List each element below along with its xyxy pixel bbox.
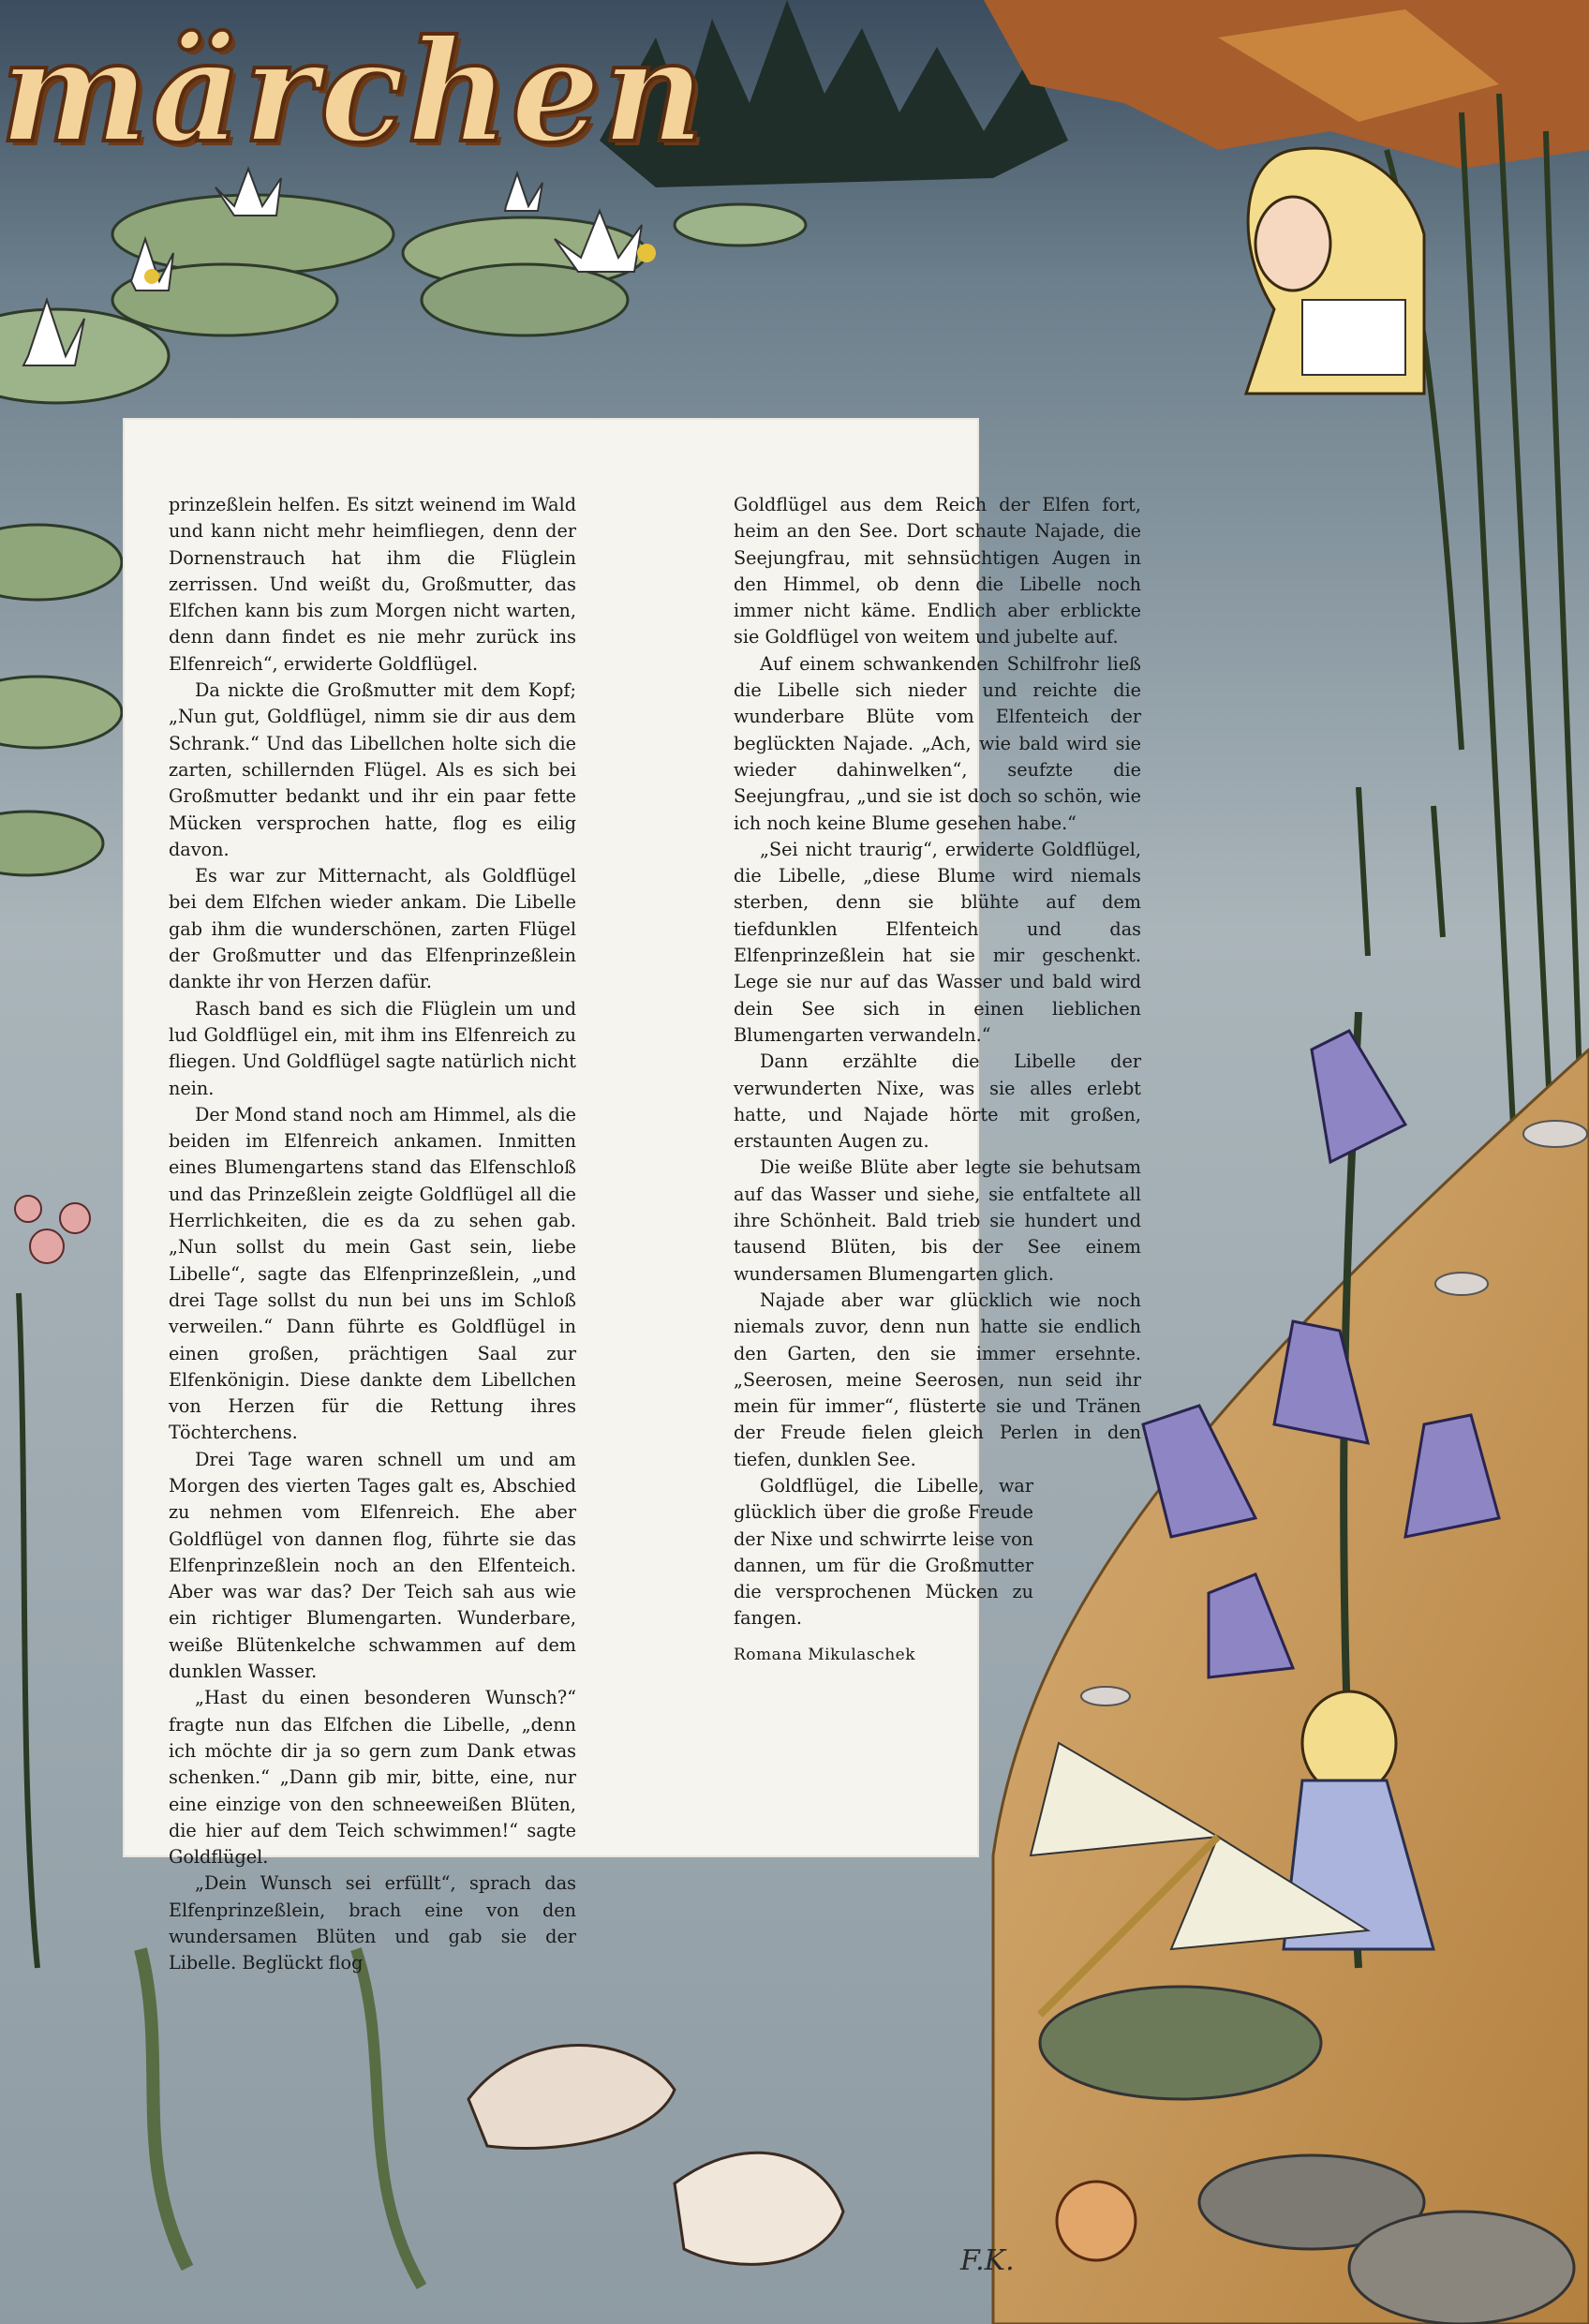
story-paragraph: Rasch band es sich die Flüglein um und lud Goldflügel ein, mit ihm ins Elfenreich zu fliegen. Und Goldflügel sagte natürlich nicht nein. bbox=[169, 997, 576, 1099]
story-column-right bbox=[734, 492, 1141, 1668]
illustrator-signature: F.K. bbox=[960, 2244, 1015, 2277]
story-paragraph: Auf einem schwankenden Schilfrohr ließ die Libelle sich nieder und reichte die wunderbare Blüte vom Elfenteich der beglückten Najade. „Ach, wie bald wird sie wieder dahinwelken“, seufzte die Seejungfrau, „und sie ist doch so schön, wie ich noch keine Blume gesehen habe.“ bbox=[734, 652, 1141, 834]
author-credit: Romana Mikulaschek bbox=[734, 1645, 915, 1664]
naiad-in-reeds bbox=[1246, 148, 1424, 394]
story-paragraph: „Hast du einen besonderen Wunsch?“ fragte nun das Elfchen die Libelle, „denn ich möchte dir ja so gern zum Dank etwas schenken.“ „Dann gib mir, bitte, eine, nur eine einzige von den schneeweißen Blüten, die hier auf dem Teich schwimmen!“ sagte Goldflügel. bbox=[169, 1687, 576, 1869]
story-paragraph: Die weiße Blüte aber legte sie behutsam auf das Wasser und siehe, sie entfaltete all ihre Schönheit. Bald trieb sie hundert und tausend Blüten, bis der See einem wundersamen Blumengarten glich. bbox=[734, 1156, 1141, 1285]
story-paragraph: Goldflügel, die Libelle, war glücklich über die große Freude der Nixe und schwirrte leise von dannen, um für die Großmutter die versprochenen Mücken zu fangen. bbox=[734, 1474, 1033, 1630]
story-paragraph: prinzeßlein helfen. Es sitzt weinend im Wald und kann nicht mehr heimfliegen, denn der Dornenstrauch hat ihm die Flüglein zerrissen. Und weißt du, Großmutter, das Elfchen kann bis zum Morgen nicht warten, denn dann findet es nie mehr zurück ins Elfenreich“, erwiderte Goldflügel. bbox=[169, 494, 576, 675]
story-column-left bbox=[169, 492, 576, 1977]
story-paragraph: Der Mond stand noch am Himmel, als die beiden im Elfenreich ankamen. Inmitten eines Blumengartens stand das Elfenschloß und das Prinzeßlein zeigte Goldflügel all die Herrlichkeiten, die es da zu sehen gab. „Nun sollst du mein Gast sein, liebe Libelle“, sagte das Elfenprinzeßlein, „und drei Tage sollst du nun bei uns im Schloß verweilen.“ Dann führte es Goldflügel in einen großen, prächtigen Saal zur Elfenkönigin. Diese dankte dem Libellchen von Herzen für die Rettung ihres Töchterchens. bbox=[169, 1103, 576, 1444]
story-paragraph: Najade aber war glücklich wie noch niemals zuvor, denn nun hatte sie endlich den Garten, den sie immer ersehnte. „Seerosen, meine Seerosen, nun seid ihr mein für immer“, flüsterte sie und Tränen der Freude fielen gleich Perlen in den tiefen, dunklen See. bbox=[734, 1289, 1141, 1470]
story-paragraph: Es war zur Mitternacht, als Goldflügel bei dem Elfchen wieder ankam. Die Libelle gab ihm die wunderschönen, zarten Flügel der Großmutter und das Elfenprinzeßlein dankte ihr von Herzen dafür. bbox=[169, 865, 576, 993]
story-paragraph: „Sei nicht traurig“, erwiderte Goldflügel, die Libelle, „diese Blume wird niemals sterben, denn sie blühte auf dem tiefdunklen Elfenteich und das Elfenprinzeßlein hat sie mir geschenkt. Lege sie nur auf das Wasser und bald wird dein See sich in einen lieblichen Blumengarten verwandeln.“ bbox=[734, 838, 1141, 1046]
story-paragraph: Dann erzählte die Libelle der verwunderten Nixe, was sie alles erlebt hatte, und Najade hörte mit großen, erstaunten Augen zu. bbox=[734, 1050, 1141, 1153]
headline-title: märchen bbox=[0, 9, 706, 174]
story-paragraph: Goldflügel aus dem Reich der Elfen fort, heim an den See. Dort schaute Najade, die Seejungfrau, mit sehnsüchtigen Augen in den Himmel, ob denn die Libelle noch immer nicht käme. Endlich aber erblickte sie Goldflügel von weitem und jubelte auf. bbox=[734, 494, 1141, 648]
story-paragraph: Drei Tage waren schnell um und am Morgen des vierten Tages galt es, Abschied zu nehmen vom Elfenreich. Ehe aber Goldflügel von dannen flog, führte sie das Elfenprinzeßlein noch an den Elfenteich. Aber was war das? Der Teich sah aus wie ein richtiger Blumengarten. Wunderbare, weiße Blütenkelche schwammen auf dem dunklen Wasser. bbox=[169, 1448, 576, 1683]
story-paragraph: „Dein Wunsch sei erfüllt“, sprach das Elfenprinzeßlein, brach eine von den wundersamen Blüten und gab sie der Libelle. Beglückt flog bbox=[169, 1872, 576, 1974]
story-paragraph: Da nickte die Großmutter mit dem Kopf; „Nun gut, Goldflügel, nimm sie dir aus dem Schrank.“ Und das Libellchen holte sich die zarten, schillernden Flügel. Als es sich bei Großmutter bedankt und ihr ein paar fette Mücken versprochen hatte, flog es eilig davon. bbox=[169, 679, 576, 860]
